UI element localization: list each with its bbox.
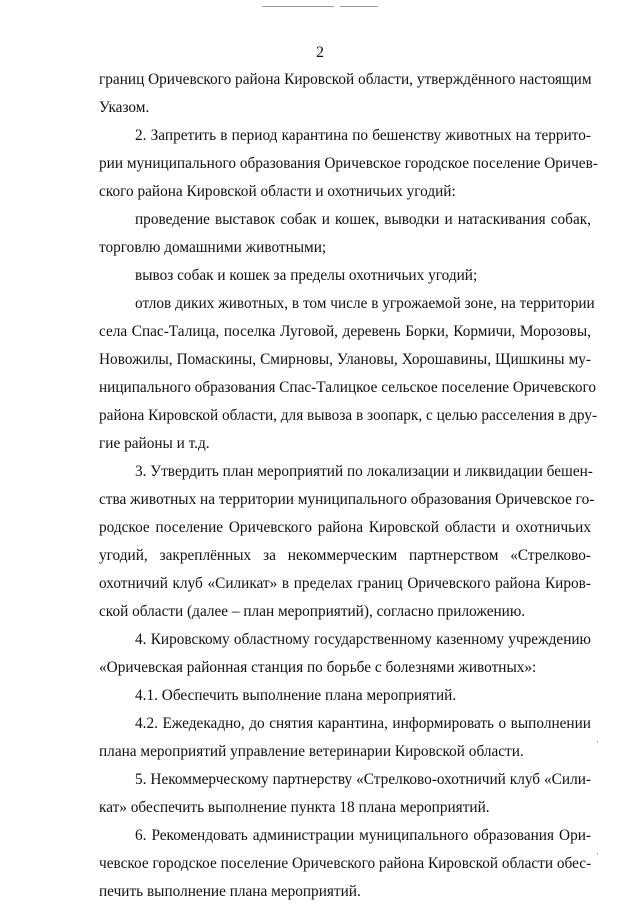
- text-line: 4.2. Ежедекадно, до снятия карантина, информировать о выполнении: [135, 715, 591, 732]
- paragraph-p-cont: [99, 69, 591, 125]
- text-line: вывоз собак и кошек за пределы охотничьих угодий;: [135, 267, 478, 284]
- text-line: печить выполнение плана мероприятий.: [99, 883, 361, 900]
- text-line: района Кировской области, для вывоза в зоопарк, с целью расселения в дру-: [99, 407, 598, 424]
- paragraph-p2c: [99, 293, 598, 461]
- text-line: угодий, закреплённых за некоммерческим партнерством «Стрелково-: [99, 547, 591, 564]
- paragraph-p2: [99, 125, 598, 209]
- text-line: отлов диких животных, в том числе в угрожаемой зоне, на территории: [135, 295, 595, 312]
- text-line: гие районы и т.д.: [99, 435, 210, 452]
- text-line: 3. Утвердить план мероприятий по локализации и ликвидации бешен-: [135, 463, 593, 480]
- text-line: 6. Рекомендовать администрации муниципального образования Ори-: [135, 827, 591, 844]
- text-line: 4. Кировскому областному государственному казенному учреждению: [135, 631, 591, 648]
- paragraph-p2a: [99, 209, 591, 265]
- text-line: ского района Кировской области и охотничьих угодий:: [99, 183, 456, 200]
- text-line: плана мероприятий управление ветеринарии Кировской области.: [99, 743, 524, 760]
- text-line: рии муниципального образования Оричевское городское поселение Оричев-: [99, 155, 598, 172]
- text-line: чевское городское поселение Оричевского района Кировской области обес-: [99, 855, 592, 872]
- scan-speck: [597, 853, 598, 855]
- paragraph-p4: [99, 629, 591, 685]
- scan-artifact-line: [262, 6, 334, 7]
- page-number: 2: [316, 44, 324, 61]
- text-line: охотничий клуб «Силикат» в пределах границ Оричевского района Киров-: [99, 575, 591, 592]
- text-line: «Оричевская районная станция по борьбе с болезнями животных»:: [99, 659, 537, 676]
- scan-artifact-line: [340, 6, 378, 7]
- text-line: 4.1. Обеспечить выполнение плана мероприятий.: [135, 687, 457, 704]
- scan-speck: [597, 741, 598, 743]
- text-line: ской области (далее – план мероприятий), согласно приложению.: [99, 603, 526, 620]
- text-line: Указом.: [99, 99, 150, 116]
- paragraph-p4-2: [99, 713, 591, 769]
- paragraph-p3: [99, 461, 595, 629]
- paragraph-p5: [99, 769, 591, 825]
- text-line: 2. Запретить в период карантина по бешенству животных на террито-: [135, 127, 591, 144]
- text-line: ства животных на территории муниципального образования Оричевское го-: [99, 491, 595, 508]
- text-line: проведение выставок собак и кошек, выводки и натаскивания собак,: [135, 211, 591, 228]
- text-line: Новожилы, Помаскины, Смирновы, Улановы, Хорошавины, Щишкины му-: [99, 351, 591, 368]
- text-line: ниципального образования Спас-Талицкое сельское поселение Оричевского: [99, 379, 597, 396]
- document-body: [99, 69, 598, 909]
- text-line: кат» обеспечить выполнение пункта 18 плана мероприятий.: [99, 799, 490, 816]
- text-line: границ Оричевского района Кировской области, утверждённого настоящим: [99, 71, 592, 88]
- paragraph-p4-1: [99, 685, 591, 713]
- text-line: родское поселение Оричевского района Кировской области и охотничьих: [99, 519, 591, 536]
- text-line: села Спас-Талица, поселка Луговой, деревень Борки, Кормичи, Морозовы,: [99, 323, 591, 340]
- paragraph-p6: [99, 825, 591, 909]
- text-line: 5. Некоммерческому партнерству «Стрелково-охотничий клуб «Сили-: [135, 771, 591, 788]
- text-line: торговлю домашними животными;: [99, 239, 327, 256]
- paragraph-p2b: [99, 265, 591, 293]
